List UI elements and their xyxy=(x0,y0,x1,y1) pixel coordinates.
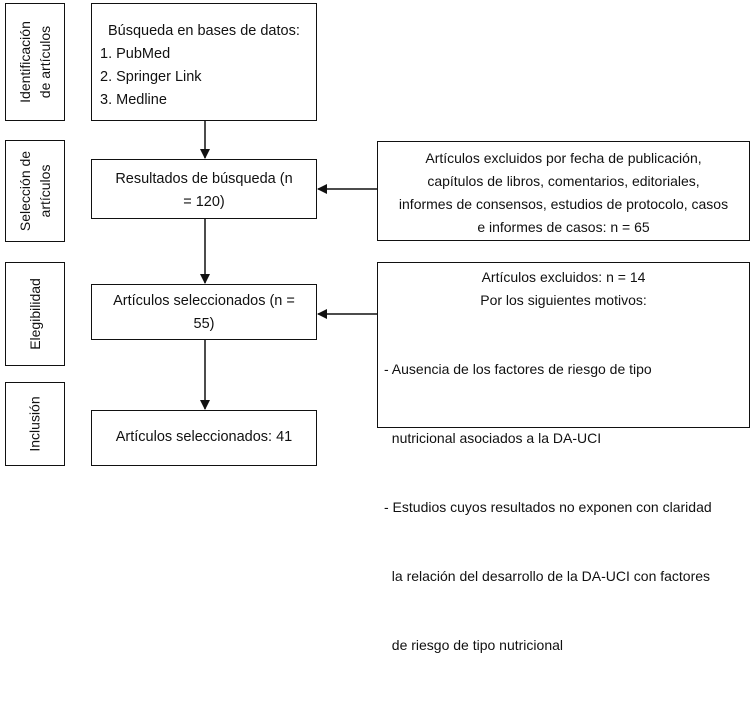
excluded-motives-line: Por los siguientes motivos: xyxy=(480,292,647,308)
selected-line-1: Artículos seleccionados (n = xyxy=(113,293,295,309)
reason-line-4: la relación del desarrollo de la DA-UCI con factores xyxy=(384,568,711,584)
search-box-item-pubmed: 1. PubMed xyxy=(100,46,171,62)
excluded-date-line-3: informes de consensos, estudios de protocolo, casos xyxy=(398,196,729,212)
stage-selection-line-1: Selección de xyxy=(17,150,34,232)
stage-eligibility-line-1: Elegibilidad xyxy=(27,278,44,350)
results-line-2: = 120) xyxy=(183,194,225,210)
search-box-item-medline: 3. Medline xyxy=(100,92,167,108)
reason-line-2: nutricional asociados a la DA-UCI xyxy=(384,430,602,446)
selected-line-2: 55) xyxy=(193,316,215,332)
reason-line-1: - Ausencia de los factores de riesgo de tipo xyxy=(384,361,652,377)
excluded-count-line: Artículos excluidos: n = 14 xyxy=(481,269,646,285)
excluded-date-line-1: Artículos excluidos por fecha de publicación, xyxy=(425,150,702,166)
stage-selection-line-2: artículos xyxy=(37,164,54,218)
reason-line-3: - Estudios cuyos resultados no exponen con claridad xyxy=(384,499,712,515)
search-box-title: Búsqueda en bases de datos: xyxy=(108,23,300,39)
reason-line-5: de riesgo de tipo nutricional xyxy=(384,637,563,653)
excluded-date-line-4: e informes de casos: n = 65 xyxy=(477,219,650,235)
search-box-item-springer: 2. Springer Link xyxy=(100,69,202,85)
excluded-date-line-2: capítulos de libros, comentarios, editoriales, xyxy=(427,173,700,189)
stage-identification-line-2: de artículos xyxy=(37,25,53,99)
stage-inclusion-line-1: Inclusión xyxy=(26,396,43,452)
included-line: Artículos seleccionados: 41 xyxy=(115,429,293,445)
stage-identification-line-1: Identificación xyxy=(17,21,33,103)
results-line-1: Resultados de búsqueda (n xyxy=(115,171,293,187)
